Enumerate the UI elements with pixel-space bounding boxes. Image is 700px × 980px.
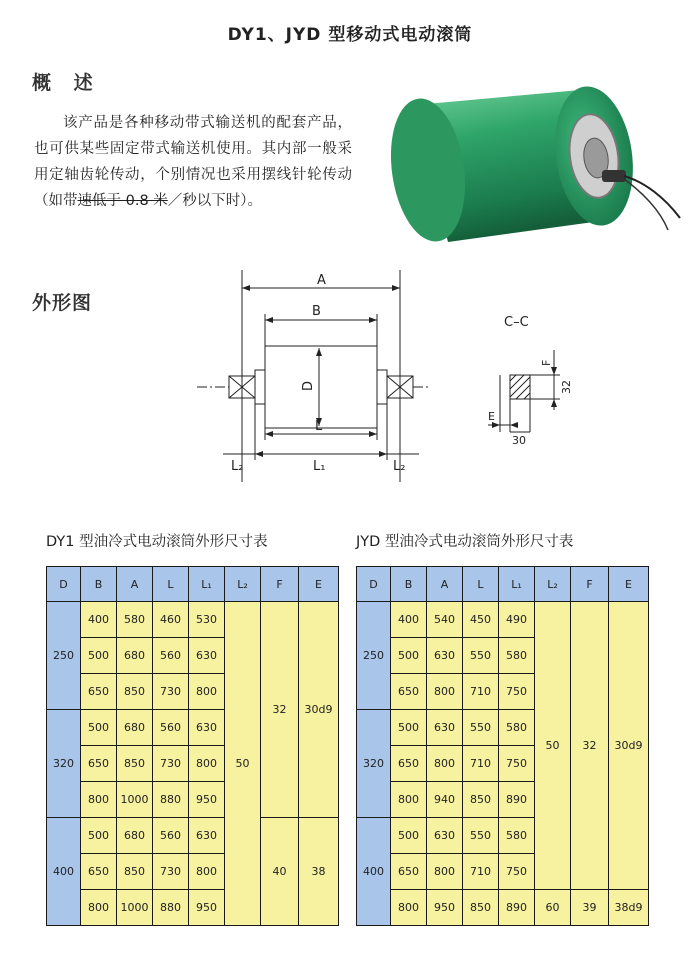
table-cell: 880 bbox=[153, 782, 189, 818]
e-cell: 30d9 bbox=[299, 602, 339, 818]
table-cell: 550 bbox=[463, 818, 499, 854]
diameter-cell: 400 bbox=[357, 818, 391, 926]
section-label: C–C bbox=[504, 315, 529, 330]
table-cell: 490 bbox=[499, 602, 535, 638]
table-cell: 560 bbox=[153, 638, 189, 674]
header-cell: L₁ bbox=[499, 567, 535, 602]
table-cell: 890 bbox=[499, 782, 535, 818]
table-cell: 1000 bbox=[117, 890, 153, 926]
header-cell: E bbox=[299, 567, 339, 602]
table-cell: 800 bbox=[189, 854, 225, 890]
outline-diagram bbox=[195, 262, 435, 482]
table-cell: 850 bbox=[117, 854, 153, 890]
table-cell: 680 bbox=[117, 710, 153, 746]
table-cell: 880 bbox=[153, 890, 189, 926]
dim-L2-right-label: L₂ bbox=[393, 459, 406, 474]
f-cell: 32 bbox=[261, 602, 299, 818]
table-cell: 650 bbox=[391, 854, 427, 890]
table-cell: 630 bbox=[427, 638, 463, 674]
table-cell: 580 bbox=[499, 710, 535, 746]
table-cell: 1000 bbox=[117, 782, 153, 818]
table-cell: 850 bbox=[463, 782, 499, 818]
overview-text-strike: 速低于 0.8 米 bbox=[77, 193, 168, 209]
dim-B-label: B bbox=[312, 304, 321, 319]
table-cell: 630 bbox=[427, 818, 463, 854]
header-cell: B bbox=[391, 567, 427, 602]
table-cell: 580 bbox=[499, 638, 535, 674]
diameter-cell: 250 bbox=[357, 602, 391, 710]
l2-cell: 50 bbox=[225, 602, 261, 926]
table-cell: 460 bbox=[153, 602, 189, 638]
table-cell: 800 bbox=[81, 890, 117, 926]
table-cell: 630 bbox=[189, 818, 225, 854]
header-cell: A bbox=[117, 567, 153, 602]
diameter-cell: 400 bbox=[47, 818, 81, 926]
dim-D-label: D bbox=[301, 380, 316, 391]
table-cell: 500 bbox=[391, 818, 427, 854]
table-cell: 650 bbox=[81, 854, 117, 890]
table-cell: 850 bbox=[463, 890, 499, 926]
e-cell: 38 bbox=[299, 818, 339, 926]
table-header-row bbox=[357, 567, 649, 602]
table-cell: 650 bbox=[81, 674, 117, 710]
table-cell: 800 bbox=[391, 782, 427, 818]
table-cell: 750 bbox=[499, 746, 535, 782]
table-cell: 800 bbox=[189, 746, 225, 782]
overview-text-part-1: 该产品是各种移动带式输送机的配套产品，也可供某些固定带式输送机使用。其内部一般采用定轴齿轮传动，个别情况也采用摆线针轮传动（如带 bbox=[34, 115, 352, 209]
table-cell: 890 bbox=[499, 890, 535, 926]
table-cell: 710 bbox=[463, 746, 499, 782]
header-cell: A bbox=[427, 567, 463, 602]
dim-L-label: L bbox=[315, 419, 323, 434]
table-cell: 540 bbox=[427, 602, 463, 638]
jyd-table-caption: JYD 型油冷式电动滚筒外形尺寸表 bbox=[356, 534, 574, 550]
diameter-cell: 320 bbox=[47, 710, 81, 818]
table-cell: 560 bbox=[153, 710, 189, 746]
l2-cell: 50 bbox=[535, 602, 571, 890]
table-cell: 950 bbox=[189, 890, 225, 926]
table-cell: 400 bbox=[391, 602, 427, 638]
table-cell: 800 bbox=[81, 782, 117, 818]
e-cell: 38d9 bbox=[609, 890, 649, 926]
table-cell: 750 bbox=[499, 854, 535, 890]
table-cell: 800 bbox=[427, 746, 463, 782]
dim-L2-left-label: L₂ bbox=[231, 459, 244, 474]
outline-heading: 外形图 bbox=[32, 292, 93, 314]
table-cell: 950 bbox=[427, 890, 463, 926]
table-cell: 500 bbox=[81, 818, 117, 854]
table-row bbox=[357, 890, 649, 926]
header-cell: E bbox=[609, 567, 649, 602]
table-cell: 800 bbox=[391, 890, 427, 926]
overview-text bbox=[34, 110, 352, 214]
table-cell: 730 bbox=[153, 854, 189, 890]
f-cell: 32 bbox=[571, 602, 609, 890]
table-cell: 560 bbox=[153, 818, 189, 854]
table-header-row bbox=[47, 567, 339, 602]
overview-heading: 概 述 bbox=[32, 72, 101, 94]
table-cell: 500 bbox=[81, 638, 117, 674]
section-E-label: E bbox=[488, 410, 495, 423]
section-32-label: 32 bbox=[560, 380, 573, 394]
table-cell: 500 bbox=[391, 638, 427, 674]
page-title: DY1、JYD 型移动式电动滚筒 bbox=[227, 25, 473, 45]
table-cell: 680 bbox=[117, 638, 153, 674]
dim-A-label: A bbox=[317, 273, 326, 288]
table-cell: 550 bbox=[463, 638, 499, 674]
header-cell: L₁ bbox=[189, 567, 225, 602]
table-cell: 550 bbox=[463, 710, 499, 746]
section-30-label: 30 bbox=[512, 434, 526, 447]
drum-motor-photo bbox=[380, 70, 690, 250]
table-cell: 650 bbox=[391, 674, 427, 710]
header-cell: F bbox=[571, 567, 609, 602]
table-cell: 730 bbox=[153, 674, 189, 710]
table-cell: 850 bbox=[117, 746, 153, 782]
table-cell: 500 bbox=[81, 710, 117, 746]
table-cell: 530 bbox=[189, 602, 225, 638]
overview-text-part-2: ／秒以下时）。 bbox=[167, 193, 263, 209]
header-cell: D bbox=[47, 567, 81, 602]
table-cell: 450 bbox=[463, 602, 499, 638]
l2-cell: 60 bbox=[535, 890, 571, 926]
table-cell: 650 bbox=[391, 746, 427, 782]
table-cell: 500 bbox=[391, 710, 427, 746]
header-cell: L bbox=[463, 567, 499, 602]
table-cell: 580 bbox=[117, 602, 153, 638]
table-cell: 800 bbox=[427, 854, 463, 890]
table-cell: 710 bbox=[463, 854, 499, 890]
header-cell: L₂ bbox=[535, 567, 571, 602]
header-cell: F bbox=[261, 567, 299, 602]
table-row bbox=[357, 602, 649, 638]
table-cell: 680 bbox=[117, 818, 153, 854]
dy1-table-caption: DY1 型油冷式电动滚筒外形尺寸表 bbox=[46, 534, 268, 550]
table-cell: 400 bbox=[81, 602, 117, 638]
f-cell: 40 bbox=[261, 818, 299, 926]
table-cell: 940 bbox=[427, 782, 463, 818]
header-cell: L₂ bbox=[225, 567, 261, 602]
table-cell: 580 bbox=[499, 818, 535, 854]
table-cell: 850 bbox=[117, 674, 153, 710]
table-cell: 730 bbox=[153, 746, 189, 782]
diameter-cell: 250 bbox=[47, 602, 81, 710]
table-cell: 630 bbox=[189, 710, 225, 746]
dy1-dimension-table bbox=[46, 566, 339, 926]
header-cell: L bbox=[153, 567, 189, 602]
table-cell: 950 bbox=[189, 782, 225, 818]
header-cell: B bbox=[81, 567, 117, 602]
table-row bbox=[47, 818, 339, 854]
table-cell: 800 bbox=[427, 674, 463, 710]
table-cell: 630 bbox=[427, 710, 463, 746]
table-cell: 800 bbox=[189, 674, 225, 710]
table-row bbox=[47, 602, 339, 638]
table-cell: 630 bbox=[189, 638, 225, 674]
section-F-label: F bbox=[540, 359, 553, 366]
table-cell: 710 bbox=[463, 674, 499, 710]
f-cell: 39 bbox=[571, 890, 609, 926]
e-cell: 30d9 bbox=[609, 602, 649, 890]
diameter-cell: 320 bbox=[357, 710, 391, 818]
table-cell: 750 bbox=[499, 674, 535, 710]
jyd-dimension-table bbox=[356, 566, 649, 926]
section-view-cc bbox=[480, 310, 590, 450]
dim-L1-label: L₁ bbox=[313, 459, 326, 474]
header-cell: D bbox=[357, 567, 391, 602]
table-cell: 650 bbox=[81, 746, 117, 782]
